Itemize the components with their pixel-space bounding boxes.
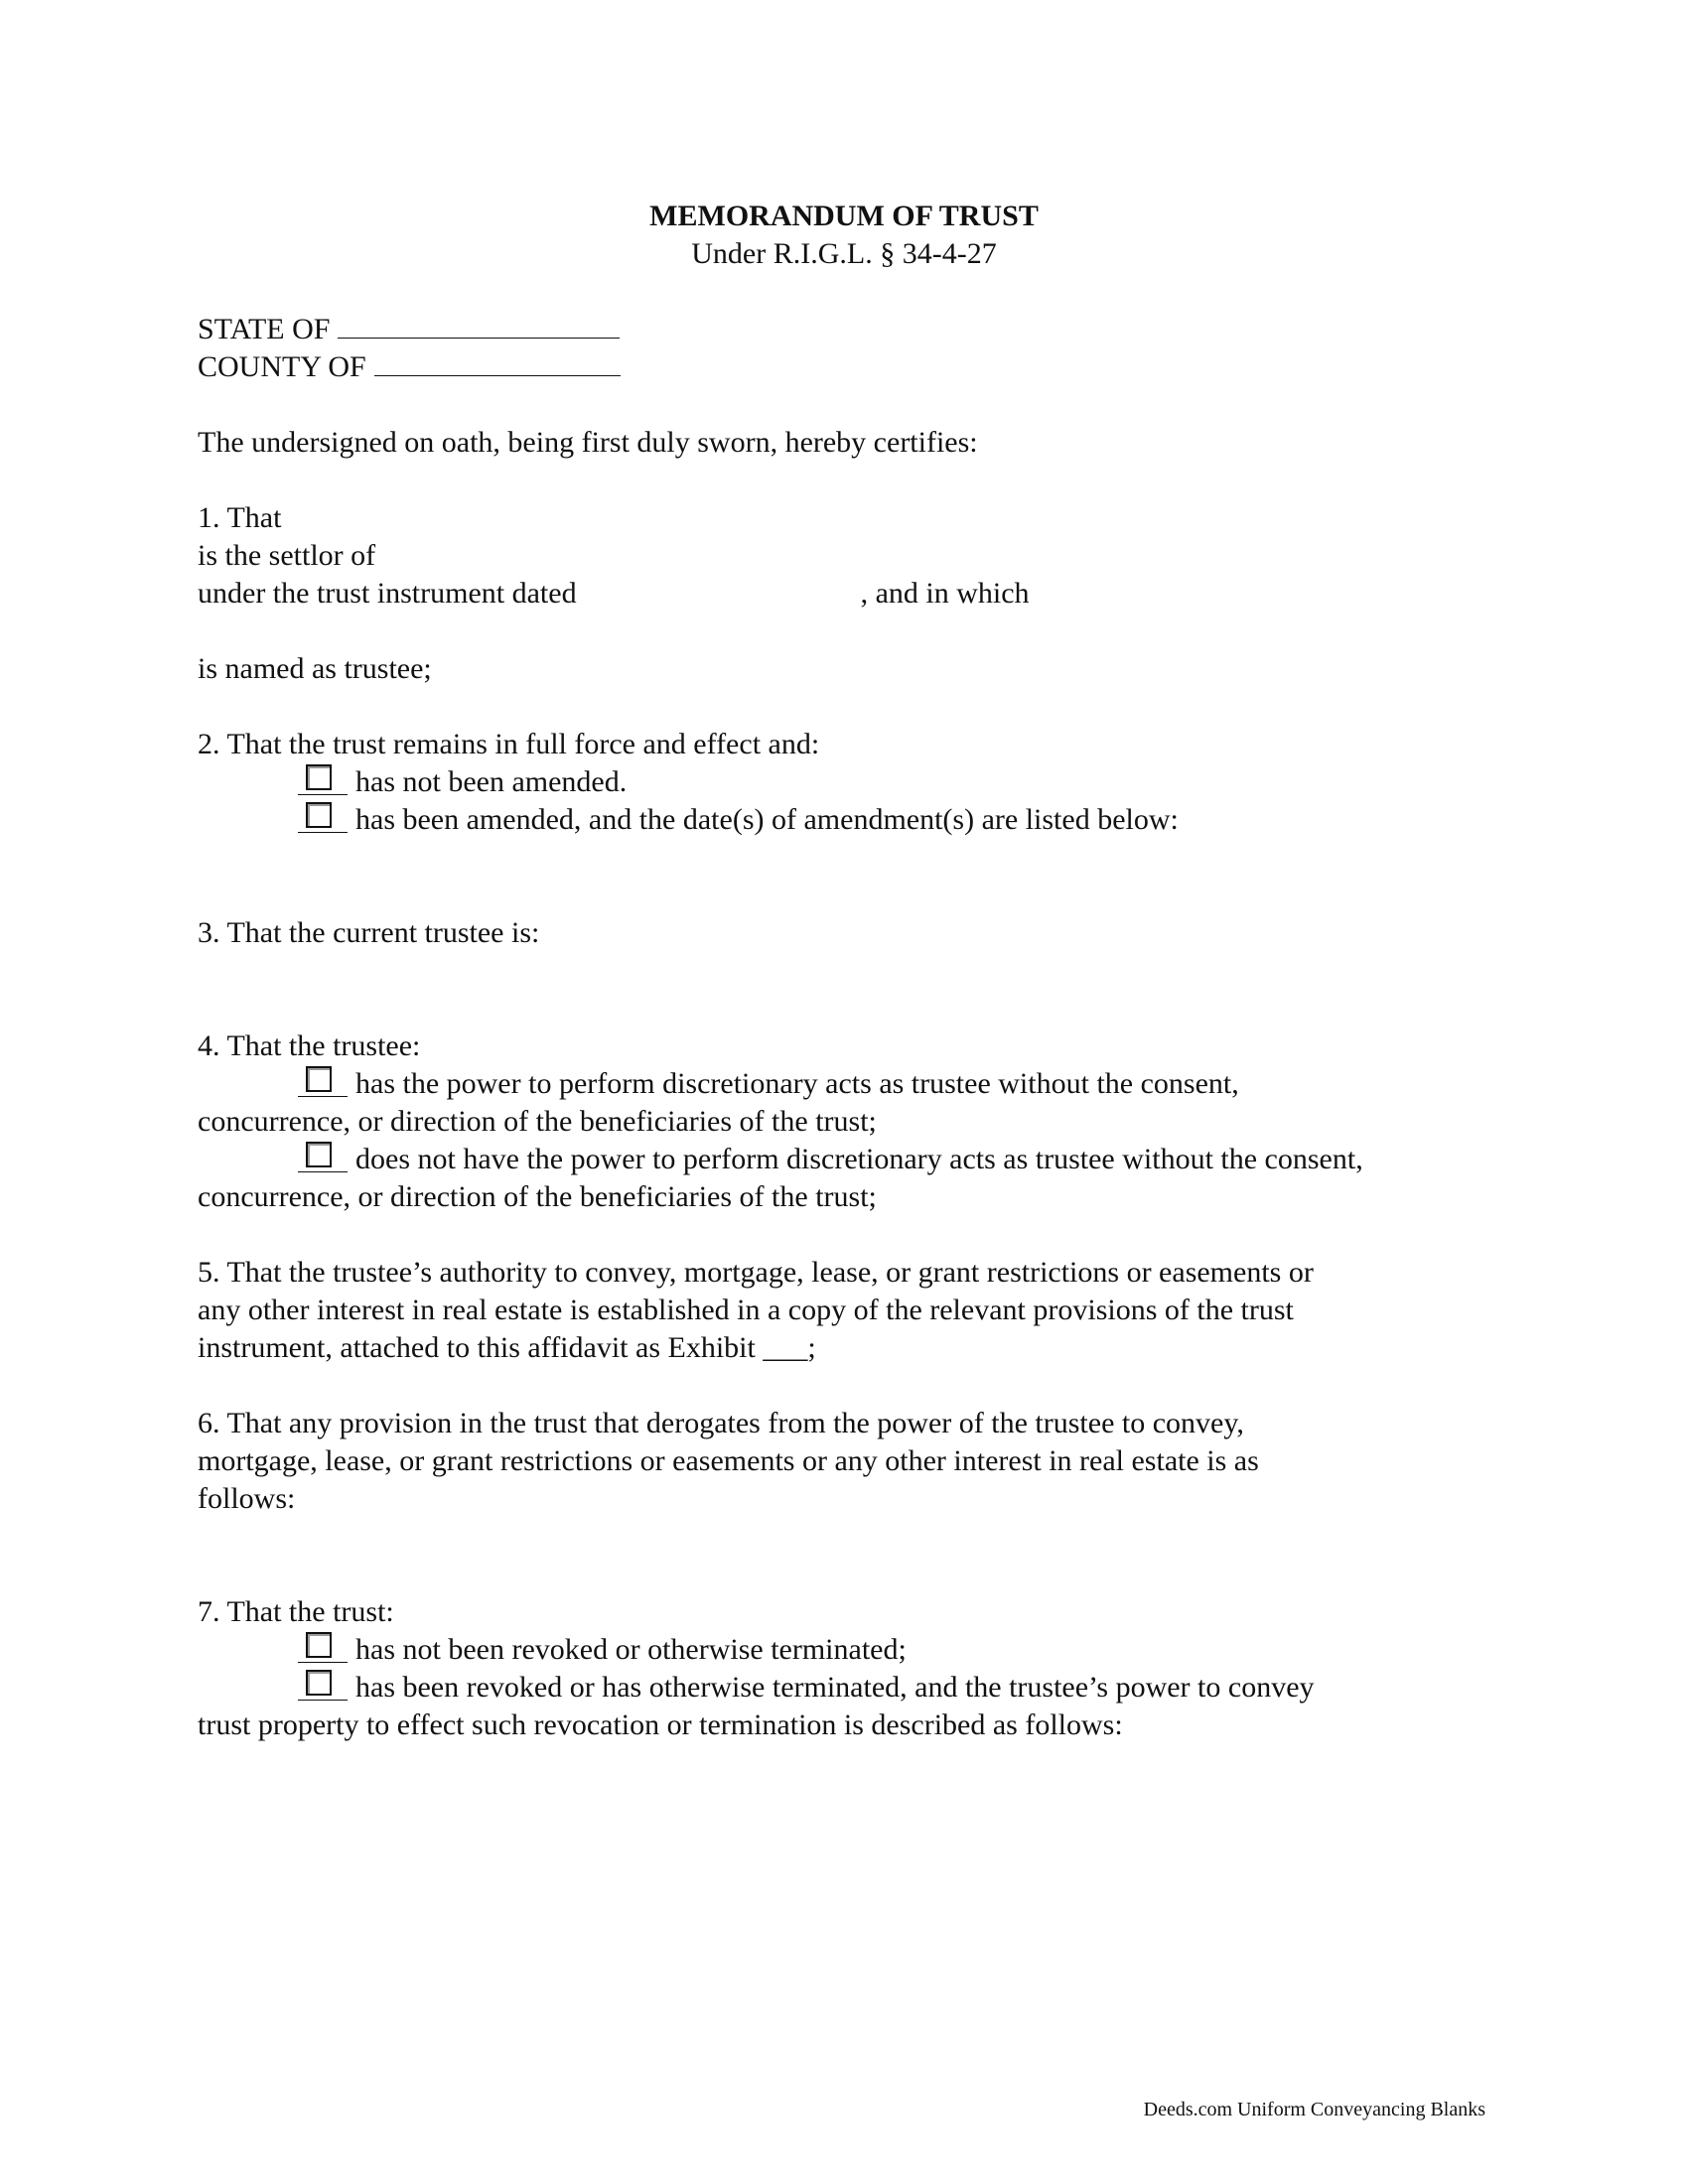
revoked-label: has been revoked or has otherwise terminated, and the trustee’s power to convey [355, 1671, 1315, 1704]
state-blank[interactable] [338, 314, 620, 339]
section-4-option-2 [298, 1141, 1363, 1178]
state-line [198, 311, 620, 348]
section-7-heading: 7. That the trust: [198, 1595, 394, 1628]
state-label: STATE OF [198, 313, 331, 345]
section-3-heading: 3. That the current trustee is: [198, 916, 540, 949]
and-in-which-text: , and in which [860, 577, 1030, 610]
section-2-heading: 2. That the trust remains in full force and effect and: [198, 728, 820, 760]
amended-checkbox[interactable] [298, 802, 348, 833]
section-4-option-1-cont: concurrence, or direction of the beneficiaries of the trust; [198, 1105, 877, 1138]
no-power-checkbox[interactable] [298, 1142, 348, 1172]
section-5-line-2: any other interest in real estate is established in a copy of the relevant provisions of the trust [198, 1294, 1294, 1326]
county-blank[interactable] [374, 351, 621, 376]
document-title: MEMORANDUM OF TRUST [649, 200, 1039, 232]
amended-label: has been amended, and the date(s) of amendment(s) are listed below: [355, 803, 1179, 836]
section-4-option-1 [298, 1065, 1239, 1103]
section-6-line-3: follows: [198, 1482, 296, 1515]
has-power-checkbox[interactable] [298, 1066, 348, 1097]
not-amended-checkbox[interactable] [298, 764, 348, 795]
section-1-line-3 [198, 575, 1030, 613]
section-1-line-4: is named as trustee; [198, 652, 432, 685]
revoked-checkbox[interactable] [298, 1670, 348, 1701]
section-1-line-2: is the settlor of [198, 539, 376, 572]
section-6-line-1: 6. That any provision in the trust that derogates from the power of the trustee to convey, [198, 1407, 1244, 1439]
no-power-label: does not have the power to perform discretionary acts as trustee without the consent, [355, 1143, 1363, 1175]
section-5-line-3: instrument, attached to this affidavit as Exhibit ___; [198, 1331, 816, 1364]
county-label: COUNTY OF [198, 350, 366, 383]
section-4-heading: 4. That the trustee: [198, 1029, 421, 1062]
section-1-line-1: 1. That [198, 501, 282, 534]
county-line [198, 348, 621, 386]
section-2-option-1 [298, 763, 627, 801]
section-5-line-1: 5. That the trustee’s authority to convey, mortgage, lease, or grant restrictions or easements or [198, 1256, 1314, 1289]
section-7-option-1 [298, 1631, 907, 1669]
trust-date-label: under the trust instrument dated [198, 577, 577, 610]
document-subtitle: Under R.I.G.L. § 34-4-27 [691, 237, 997, 270]
section-6-line-2: mortgage, lease, or grant restrictions or easements or any other interest in real estate is as [198, 1444, 1259, 1477]
section-7-option-2 [298, 1669, 1315, 1706]
not-revoked-checkbox[interactable] [298, 1632, 348, 1663]
intro-text: The undersigned on oath, being first duly sworn, hereby certifies: [198, 426, 978, 459]
not-amended-label: has not been amended. [355, 765, 628, 798]
not-revoked-label: has not been revoked or otherwise terminated; [355, 1633, 907, 1666]
has-power-label: has the power to perform discretionary acts as trustee without the consent, [355, 1067, 1239, 1100]
section-2-option-2 [298, 801, 1179, 839]
section-4-option-2-cont: concurrence, or direction of the beneficiaries of the trust; [198, 1180, 877, 1213]
section-7-option-2-cont: trust property to effect such revocation or termination is described as follows: [198, 1708, 1123, 1741]
page-footer: Deeds.com Uniform Conveyancing Blanks [1143, 2099, 1485, 2120]
